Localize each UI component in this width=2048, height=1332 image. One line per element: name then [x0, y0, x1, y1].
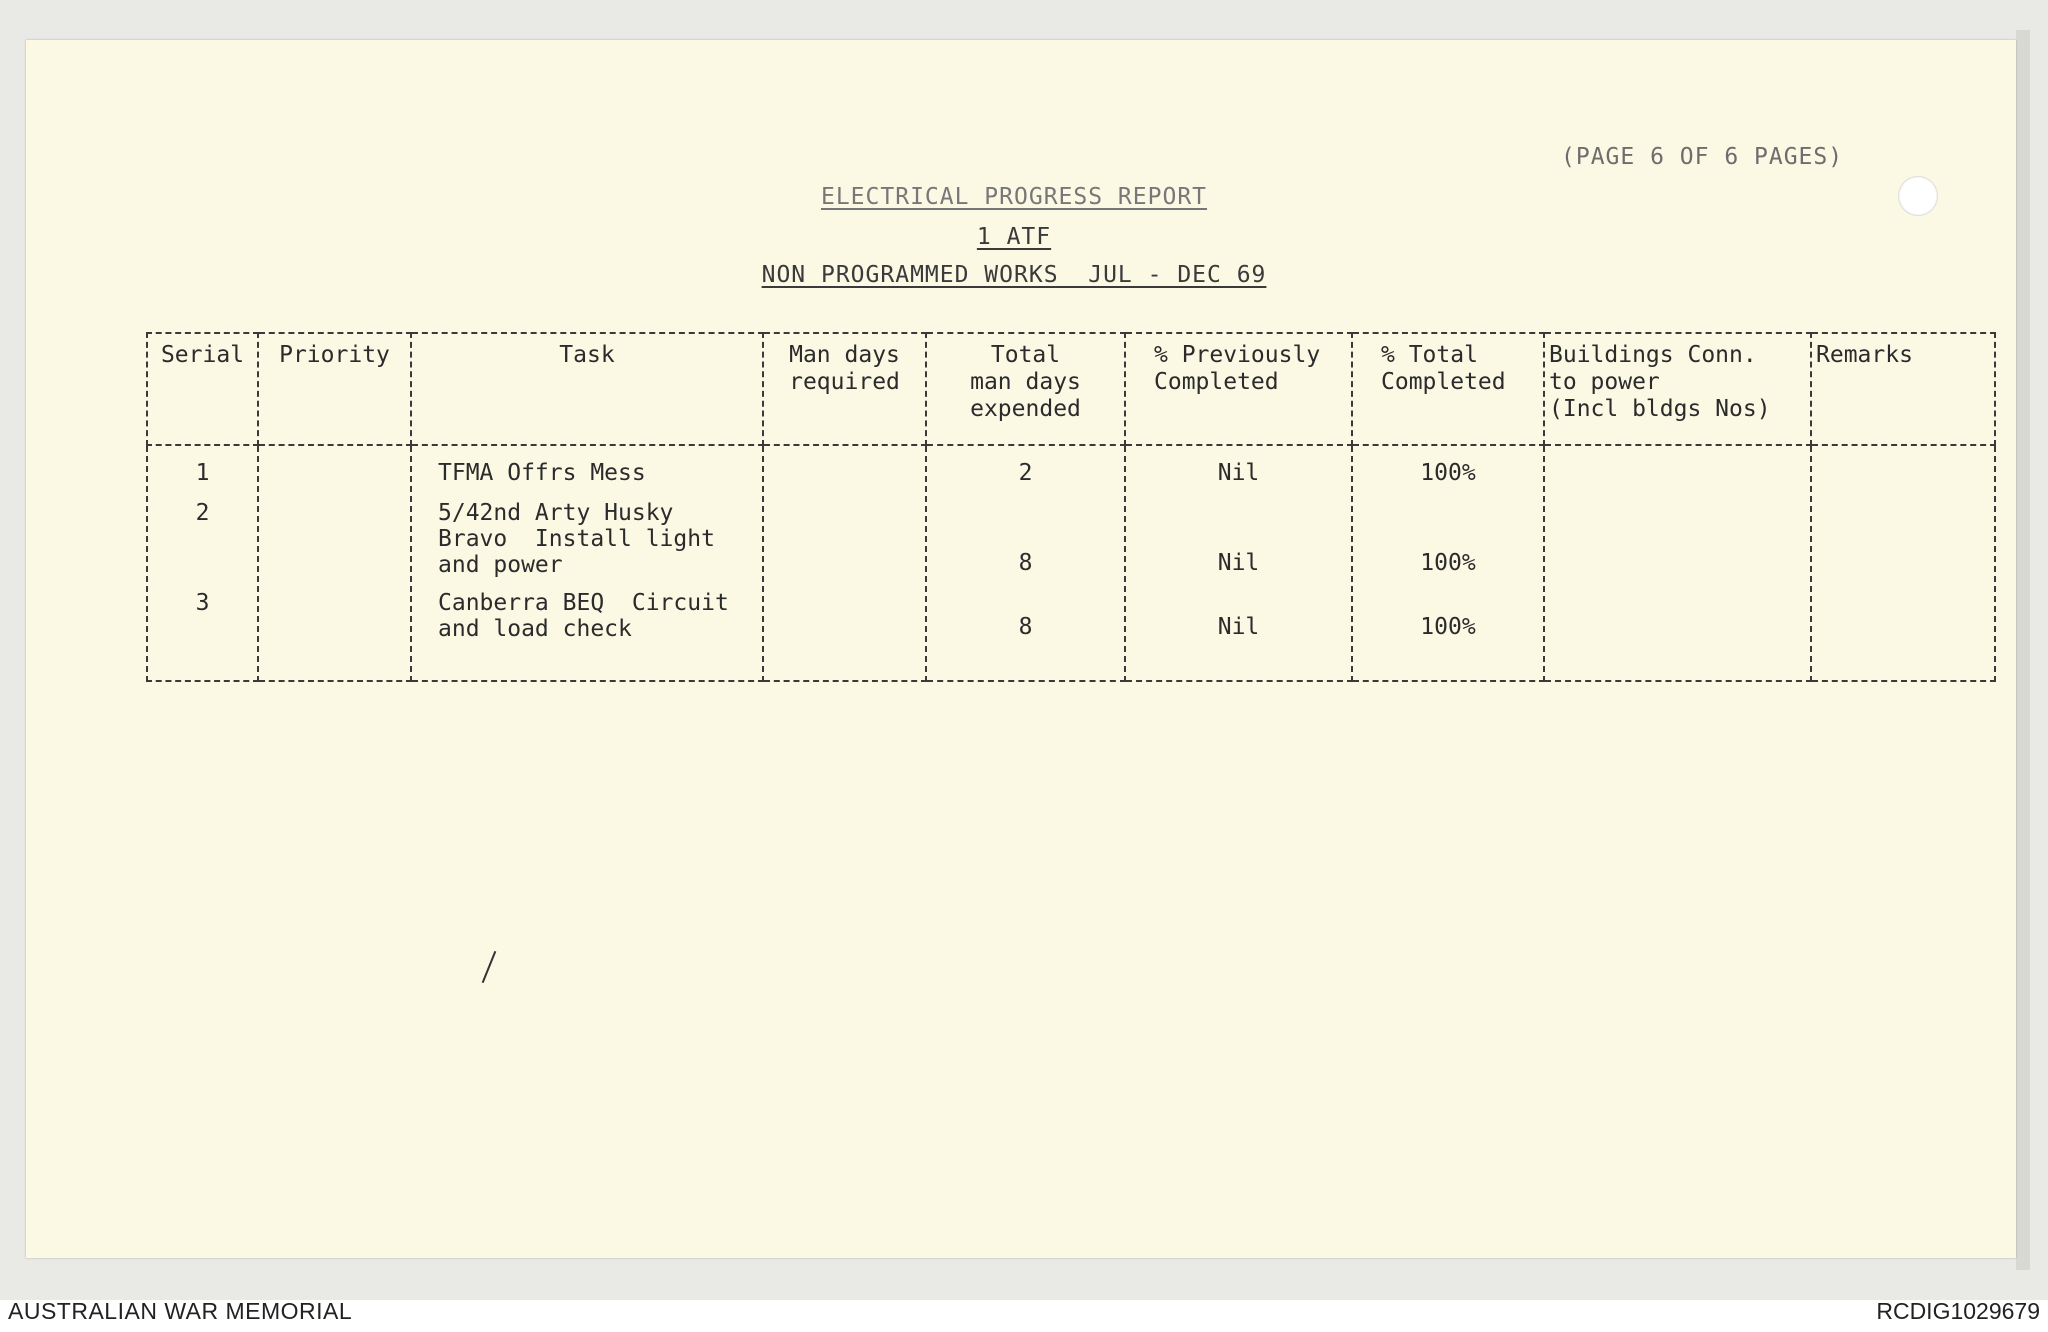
expended-3: 8: [1018, 614, 1033, 640]
serial-2: 2: [195, 500, 210, 526]
header-previously-completed: % Previously Completed: [1125, 333, 1352, 445]
total-completed-1: 100%: [1420, 460, 1476, 486]
priority-cell: [258, 445, 411, 681]
table-body-row: [147, 445, 1995, 681]
progress-table: [146, 332, 1996, 682]
total-man-days-cell: [926, 445, 1125, 681]
task-2-line-2: Bravo Install light: [438, 526, 715, 552]
serial-cell: [147, 445, 258, 681]
report-title: ELECTRICAL PROGRESS REPORT: [820, 184, 1208, 210]
archive-credit: AUSTRALIAN WAR MEMORIAL: [8, 1298, 353, 1324]
header-task: Task: [411, 333, 763, 445]
task-2-line-1: 5/42nd Arty Husky: [438, 500, 674, 526]
header-serial: Serial: [147, 333, 258, 445]
serial-3: 3: [195, 590, 210, 616]
header-total-man-days: Total man days expended: [926, 333, 1125, 445]
paper-edge: [2016, 30, 2030, 1270]
header-remarks: Remarks: [1811, 333, 1995, 445]
document-page: [26, 40, 2016, 1258]
archive-reference: RCDIG1029679: [1876, 1298, 2040, 1324]
total-completed-2: 100%: [1420, 550, 1476, 576]
previously-1: Nil: [1217, 460, 1260, 486]
expended-2: 8: [1018, 550, 1033, 576]
pen-tick-mark: [482, 951, 497, 983]
task-3-line-2: and load check: [438, 616, 632, 642]
table-header-row: [147, 333, 1995, 445]
header-man-days-required: Man days required: [763, 333, 926, 445]
previously-completed-cell: [1125, 445, 1352, 681]
header-buildings-conn: Buildings Conn. to power (Incl bldgs Nos): [1544, 333, 1811, 445]
previously-3: Nil: [1217, 614, 1260, 640]
total-completed-cell: [1352, 445, 1544, 681]
header-total-completed: % Total Completed: [1352, 333, 1544, 445]
buildings-conn-cell: [1544, 445, 1811, 681]
remarks-cell: [1811, 445, 1995, 681]
man-days-required-cell: [763, 445, 926, 681]
unit-heading: 1 ATF: [976, 224, 1052, 250]
previously-2: Nil: [1217, 550, 1260, 576]
task-cell: [411, 445, 763, 681]
task-2-line-3: and power: [438, 552, 563, 578]
page-number-note: (PAGE 6 OF 6 PAGES): [1561, 144, 1844, 170]
expended-1: 2: [1018, 460, 1033, 486]
header-priority: Priority: [258, 333, 411, 445]
task-3-line-1: Canberra BEQ Circuit: [438, 590, 729, 616]
total-completed-3: 100%: [1420, 614, 1476, 640]
serial-1: 1: [195, 460, 210, 486]
report-subtitle: NON PROGRAMMED WORKS JUL - DEC 69: [761, 262, 1267, 288]
task-1-line-1: TFMA Offrs Mess: [438, 460, 646, 486]
